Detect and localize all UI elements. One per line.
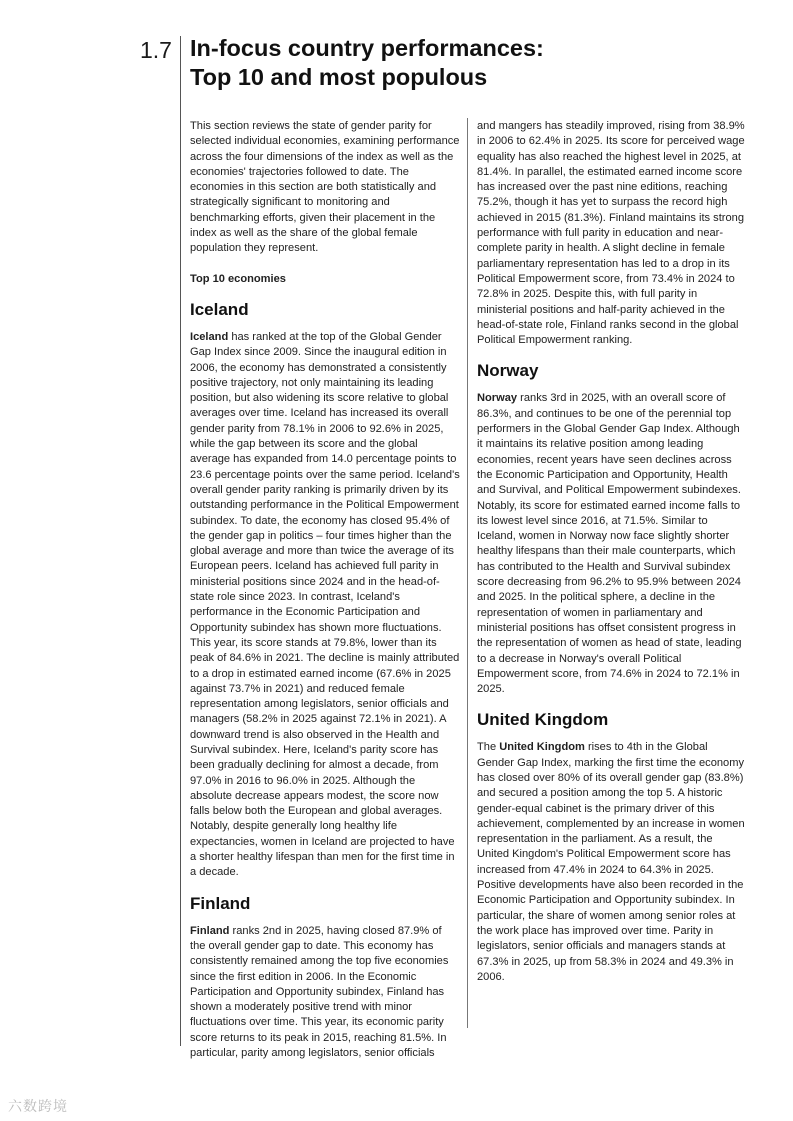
iceland-body: has ranked at the top of the Global Gender Gap Index since 2009. Since the inaugural edition in 2006, the economy has demonstrated a consistently positive trajectory, not only maintaining its leading position, but also widening its score relative to global averages over time. Iceland has increased its overall gender parity from 78.1% in 2006 to 92.6% in 2025, while the gap between its score and the global average has expanded from 14.0 percentage points to 23.6 percentage points over the same period. Iceland's overall gender parity ranking is primarily driven by its outstanding performance in the Political Empowerment subindex. To date, the economy has closed 95.4% of the gender gap in politics – four times higher than the global average and more than twice the average of its European peers. Iceland has achieved full parity in ministerial positions since 2024 and in the head-of-state role since 2023. In contrast, Iceland's performance in the Economic Participation and Opportunity subindex has shown more fluctuations. This year, its score stands at 79.8%, lower than its peak of 84.6% in 2021. The decline is mainly attributed to a drop in estimated earned income (67.6% in 2025 against 73.7% in 2021) and reduced female representation among legislators, senior officials and managers (58.2% in 2025 against 72.1% in 2021). A downward trend is also observed in the Health and Survival subindex. Here, Iceland's parity score has been gradually declining for almost a decade, from 97.0% in 2016 to 96.0% in 2025. Although the absolute decrease appears modest, the score now falls below both the European and global averages. Notably, despite generally long healthy life expectancies, women in Iceland are projected to have a shorter healthy lifespan than men for the first time in a decade. (190, 330, 460, 879)
subheading-top-10: Top 10 economies (190, 272, 286, 285)
watermark: 六数跨境 (8, 1098, 68, 1114)
finland-body-left: ranks 2nd in 2025, having closed 87.9% of the overall gender gap to date. This economy has consistently remained among the top five economies since the first edition in 2006. In the Economic Participation and Opportunity subindex, Finland has shown a moderately positive trend with minor fluctuations over time. This year, its economic parity score returns to its peak in 2015, reaching 81.5%. In particular, parity among legislators, senior officials (190, 924, 449, 1060)
right-column (477, 119, 747, 985)
section-number: 1.7 (140, 37, 172, 63)
heading-finland: Finland (190, 893, 251, 913)
norway-body: ranks 3rd in 2025, with an overall score of 86.3%, and continues to be one of the perennial top performers in the Global Gender Gap Index. Although it maintains its relative position among leading economies, recent years have seen declines across the Economic Participation and Opportunity, Health and Survival, and Political Empowerment subindexes. Notably, its score for estimated earned income falls to its lowest level since 2016, at 71.5%. Similar to Iceland, women in Norway now face slightly shorter healthy lifespans than their male counterparts, which has contributed to the Health and Survival subindex score decreasing from 96.2% to 95.9% between 2024 and 2025. In the political sphere, a decline in the representation of women in parliamentary and ministerial positions has offset consistent progress in the representation of women as head of state, leading to a decrease in Norway's overall Political Empowerment score, from 74.6% in 2024 to 72.1% in 2025. (477, 392, 742, 696)
title-line-1: In-focus country performances: (190, 35, 544, 61)
heading-norway: Norway (477, 361, 539, 381)
intro-paragraph: This section reviews the state of gender parity for selected individual economies, examining performance across the four dimensions of the index as well as the economies' trajectories followed to date. The economies in this section are both statistically and strategically significant to monitoring and benchmarking efforts, given their placement in the index as well as the share of the global female population they represent. (190, 120, 460, 255)
uk-lead: United Kingdom (499, 741, 585, 754)
iceland-lead: Iceland (190, 330, 229, 343)
norway-lead: Norway (477, 392, 518, 405)
uk-body: rises to 4th in the Global Gender Gap Index, marking the first time the economy has closed over 80% of its overall gender gap (83.8%) and secured a position among the top 5. A historic gender-equal cabinet is the primary driver of this achievement, complemented by an increase in women representation in the parliament. As a result, the United Kingdom's Political Empowerment score has increased from 47.4% in 2024 to 64.3% in 2025. Positive developments have also been recorded in the Economic Participation and Opportunity subindex. In particular, the share of women among senior roles at the work place has improved over time. Parity in legislators, senior officials and managers stands at 67.3% in 2025, up from 58.3% in 2024 and 49.3% in 2006. (477, 741, 745, 983)
finland-paragraph-continued: and mangers has steadily improved, rising from 38.9% in 2006 to 62.4% in 2025. Its score for perceived wage equality has also reached the highest level in 2025, at 81.4%. In parallel, the estimated earned income score has increased over the past nine editions, reaching 75.2%, though it has yet to surpass the record high achieved in 2015 (81.3%). Finland maintains its strong performance with full parity in education and near-complete parity in health. A slight decline in female parliamentary representation has led to a drop in its Political Empowerment score, from 73.4% in 2024 to 72.8% in 2025. Despite this, with full parity in ministerial positions and half-parity achieved in the head-of-state role, Finland ranks second in the global Political Empowerment ranking. (477, 120, 745, 347)
finland-lead: Finland (190, 924, 230, 937)
iceland-paragraph (190, 330, 460, 881)
heading-united-kingdom: United Kingdom (477, 710, 609, 730)
left-column (190, 119, 460, 1061)
column-divider-line (467, 118, 468, 1028)
finland-paragraph (190, 924, 460, 1062)
title-line-2: Top 10 and most populous (190, 64, 488, 90)
section-divider-line (180, 36, 181, 1046)
uk-pre: The (477, 741, 500, 754)
heading-iceland: Iceland (190, 299, 249, 319)
page-title (190, 34, 750, 92)
norway-paragraph (477, 391, 747, 697)
uk-paragraph (477, 740, 747, 985)
